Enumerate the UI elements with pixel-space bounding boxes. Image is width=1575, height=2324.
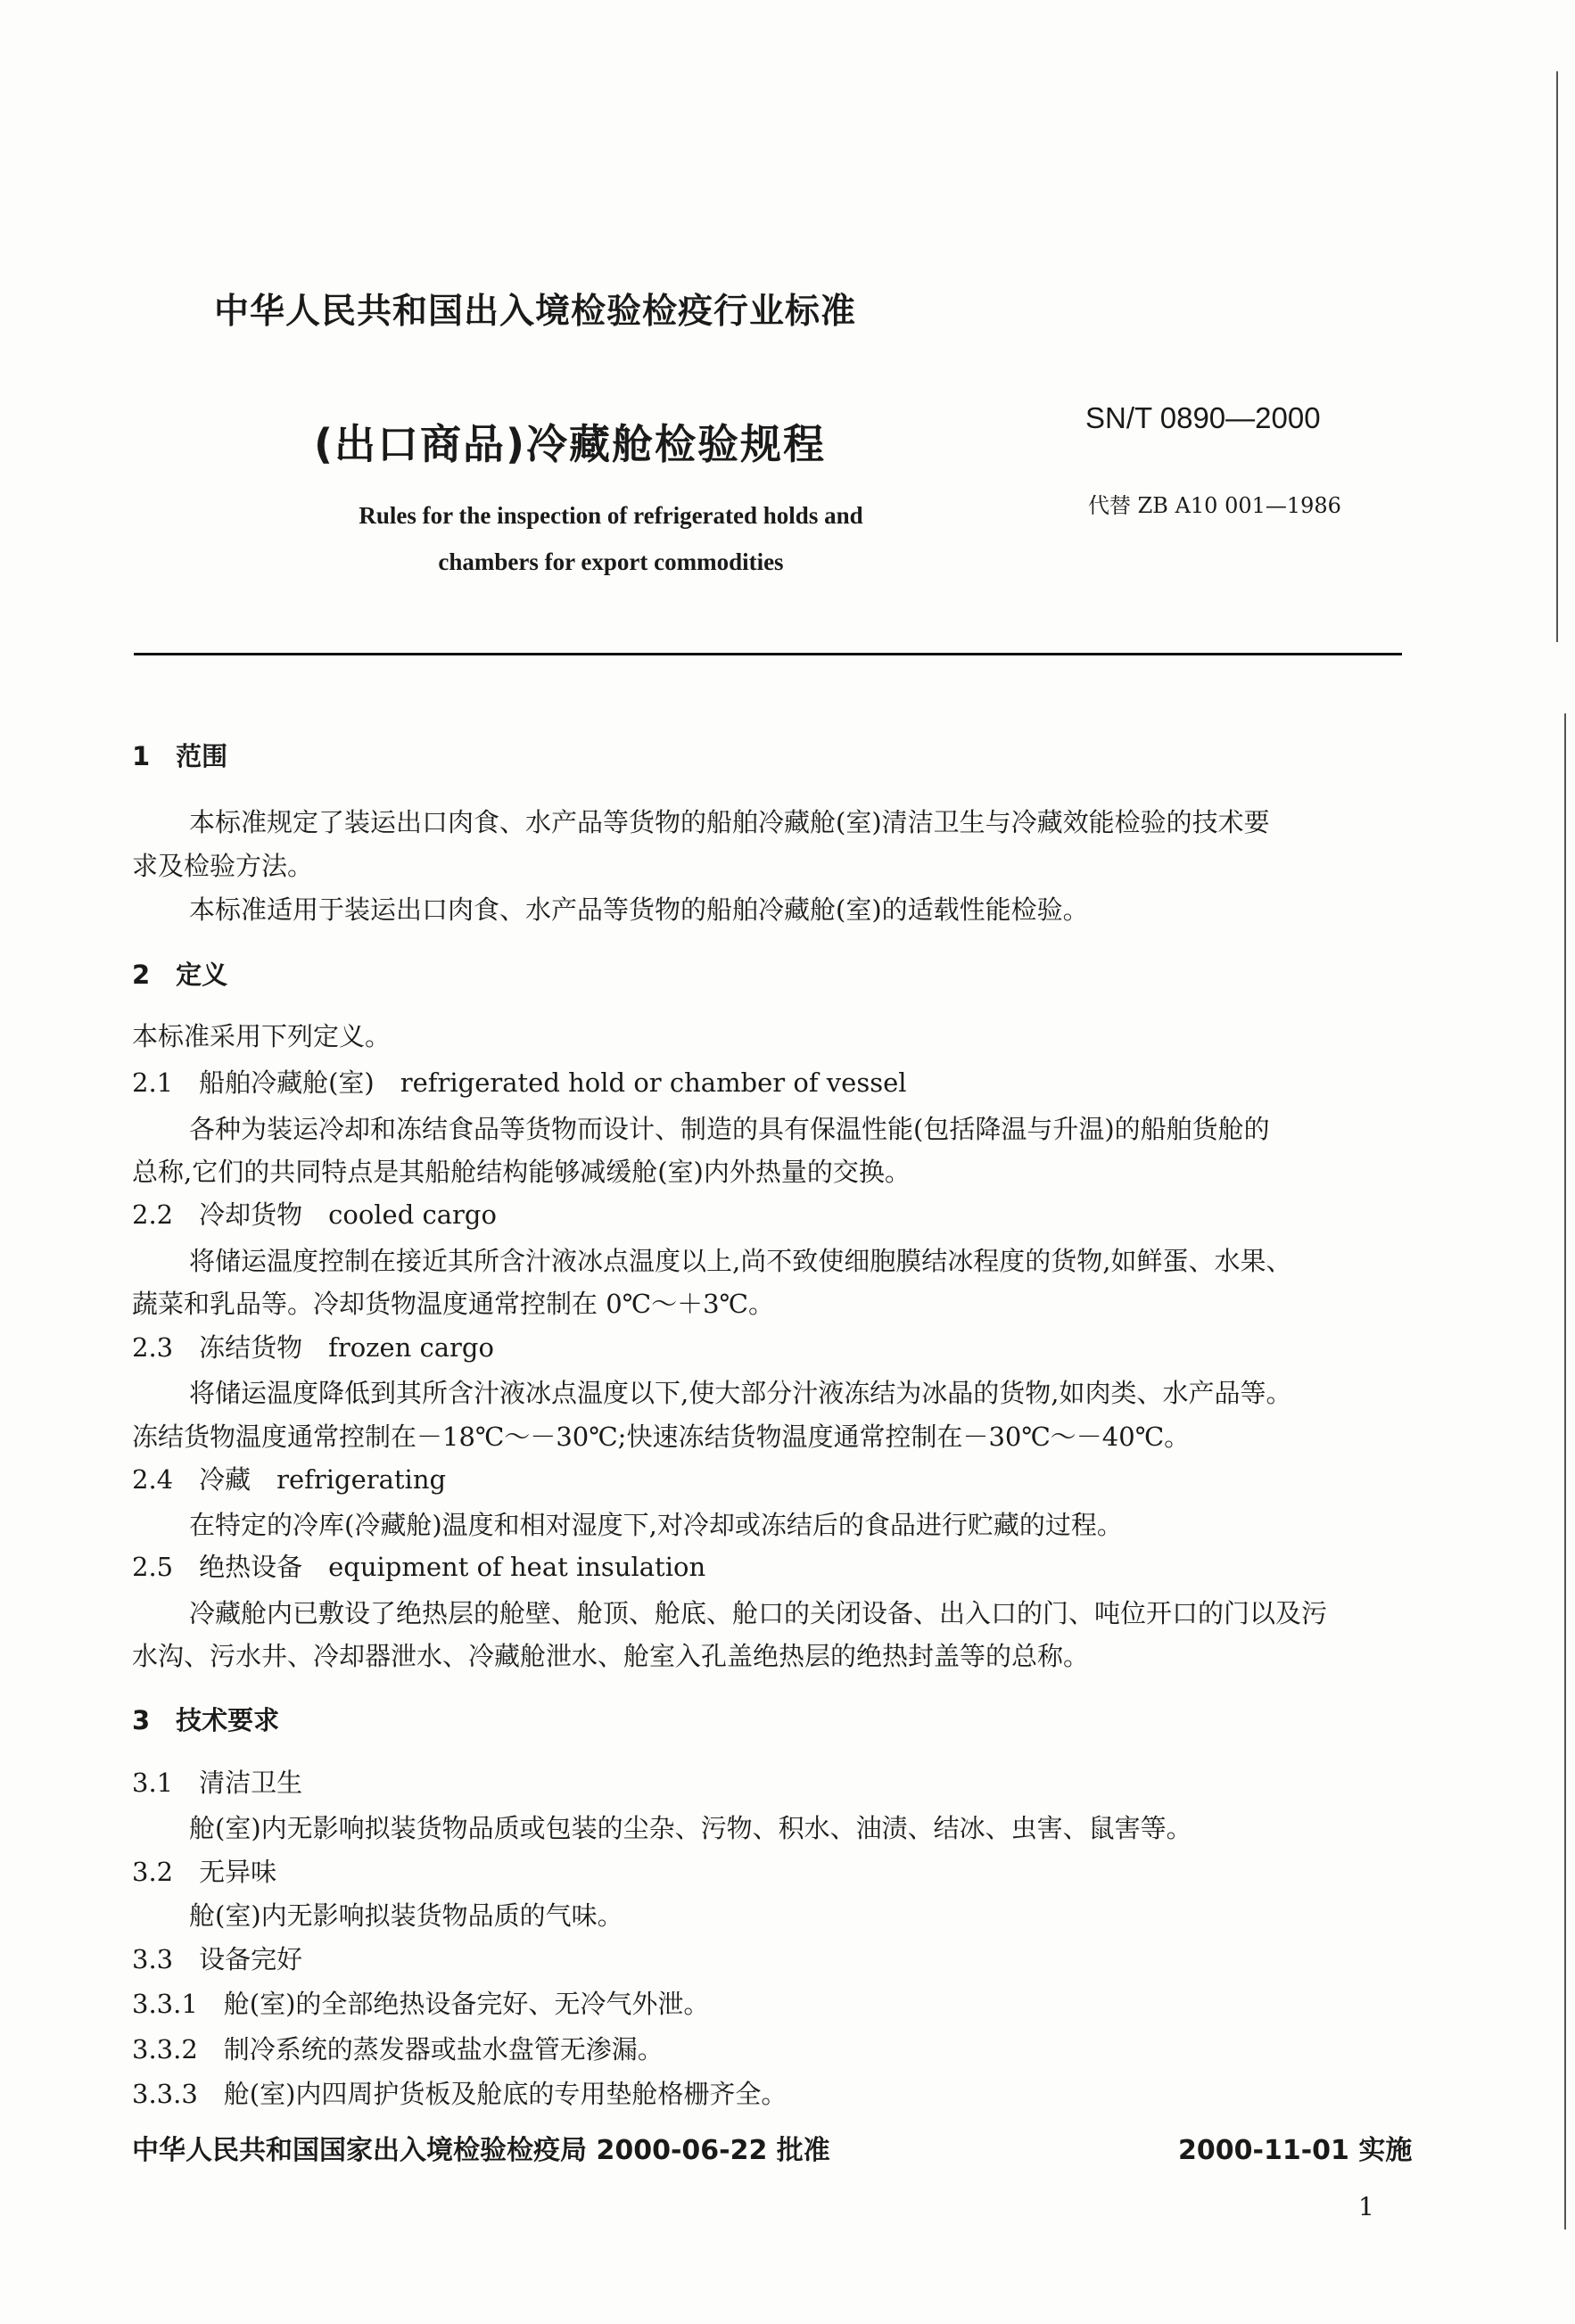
requirement-item: 3.3.3 舱(室)内四周护货板及舱底的专用垫舱格栅齐全。	[132, 2079, 788, 2109]
requirement-term: 3.1 清洁卫生	[132, 1768, 303, 1798]
requirement-term: 3.2 无异味	[132, 1857, 277, 1887]
section-1-paragraph: 求及检验方法。	[132, 851, 314, 881]
definition-term: 2.1 船舶冷藏舱(室) refrigerated hold or chamber of vessel	[132, 1067, 907, 1098]
definition-text: 冻结货物温度通常控制在－18℃～－30℃;快速冻结货物温度通常控制在－30℃～－40℃。	[132, 1422, 1191, 1452]
scan-edge-line	[1564, 713, 1566, 2229]
implementation-date: 2000-11-01 实施	[1178, 2135, 1413, 2166]
standard-category: 中华人民共和国出入境检验检疫行业标准	[214, 292, 857, 332]
header-divider	[134, 653, 1402, 655]
page-number: 1	[1358, 2192, 1374, 2221]
requirement-text: 舱(室)内无影响拟装货物品质的气味。	[189, 1900, 623, 1931]
requirement-item: 3.3.2 制冷系统的蒸发器或盐水盘管无渗漏。	[132, 2034, 664, 2064]
definition-term: 2.5 绝热设备 equipment of heat insulation	[132, 1552, 706, 1582]
requirement-text: 舱(室)内无影响拟装货物品质或包装的尘杂、污物、积水、油渍、结冰、虫害、鼠害等。	[189, 1813, 1192, 1843]
document-title-en-line2: chambers for export commodities	[438, 548, 784, 575]
definition-text: 在特定的冷库(冷藏舱)温度和相对湿度下,对冷却或冻结后的食品进行贮藏的过程。	[189, 1510, 1123, 1540]
standard-code: SN/T 0890—2000	[1085, 401, 1321, 434]
definition-text: 总称,它们的共同特点是其船舱结构能够减缓舱(室)内外热量的交换。	[132, 1157, 911, 1187]
definition-text: 将储运温度降低到其所含汁液冰点温度以下,使大部分汁液冻结为冰晶的货物,如肉类、水产品等。	[189, 1378, 1292, 1408]
document-title-cn: (出口商品)冷藏舱检验规程	[314, 420, 827, 468]
section-1-heading: 1 范围	[132, 741, 228, 771]
requirement-term: 3.3 设备完好	[132, 1944, 303, 1974]
section-1-paragraph: 本标准规定了装运出口肉食、水产品等货物的船舶冷藏舱(室)清洁卫生与冷藏效能检验的技术要	[189, 807, 1270, 837]
document-title-en-line1: Rules for the inspection of refrigerated holds and	[359, 502, 863, 529]
definition-term: 2.3 冻结货物 frozen cargo	[132, 1332, 494, 1363]
requirement-item: 3.3.1 舱(室)的全部绝热设备完好、无冷气外泄。	[132, 1989, 710, 2019]
scan-edge-line	[1556, 71, 1558, 642]
definition-text: 将储运温度控制在接近其所含汁液冰点温度以上,尚不致使细胞膜结冰程度的货物,如鲜蛋、水果、	[189, 1246, 1292, 1276]
definition-text: 冷藏舱内已敷设了绝热层的舱壁、舱顶、舱底、舱口的关闭设备、出入口的门、吨位开口的门以及污	[189, 1598, 1328, 1628]
definition-term: 2.2 冷却货物 cooled cargo	[132, 1199, 497, 1230]
definition-text: 水沟、污水井、冷却器泄水、冷藏舱泄水、舱室入孔盖绝热层的绝热封盖等的总称。	[132, 1641, 1090, 1671]
approval-line: 中华人民共和国国家出入境检验检疫局 2000-06-22 批准	[132, 2135, 830, 2166]
definition-text: 蔬菜和乳品等。冷却货物温度通常控制在 0℃～＋3℃。	[132, 1289, 775, 1319]
replaces-standard: 代替 ZB A10 001—1986	[1088, 493, 1341, 518]
section-3-heading: 3 技术要求	[132, 1705, 280, 1735]
section-1-paragraph: 本标准适用于装运出口肉食、水产品等货物的船舶冷藏舱(室)的适载性能检验。	[189, 894, 1089, 925]
section-2-intro: 本标准采用下列定义。	[132, 1021, 392, 1051]
definition-text: 各种为装运冷却和冻结食品等货物而设计、制造的具有保温性能(包括降温与升温)的船舶货舱的	[189, 1114, 1270, 1144]
definition-term: 2.4 冷藏 refrigerating	[132, 1464, 447, 1495]
section-2-heading: 2 定义	[132, 960, 228, 990]
